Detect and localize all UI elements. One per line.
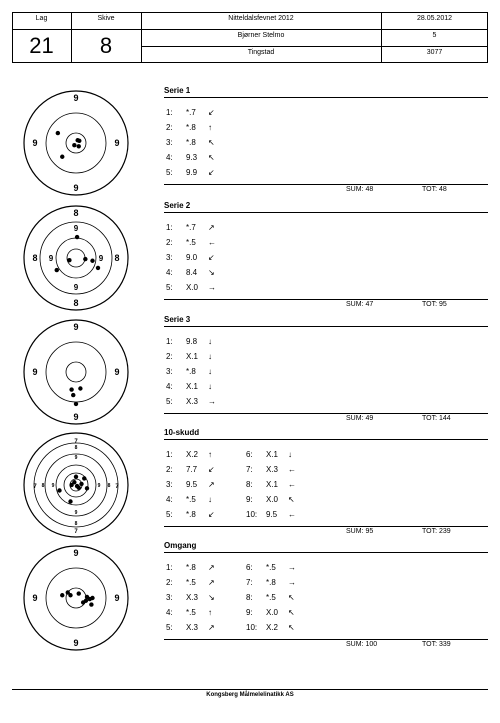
shot-row bbox=[246, 449, 302, 461]
shot-hole bbox=[57, 488, 61, 492]
shot-hole bbox=[74, 402, 78, 406]
shot-hole bbox=[68, 499, 72, 503]
shot-row bbox=[166, 137, 222, 149]
shot-hole bbox=[77, 486, 81, 490]
shot-direction-icon: → bbox=[288, 563, 296, 572]
shot-hole bbox=[77, 591, 81, 595]
shot-number: 5: bbox=[166, 623, 173, 632]
shot-number: 2: bbox=[166, 578, 173, 587]
shot-direction-icon: → bbox=[288, 578, 296, 587]
shot-row bbox=[166, 282, 222, 294]
shot-number: 6: bbox=[246, 450, 253, 459]
shot-value: 9.8 bbox=[186, 337, 198, 346]
shot-direction-icon: ↙ bbox=[208, 465, 215, 474]
footer-text: Kongsberg Målmelelinatikk AS bbox=[206, 692, 294, 698]
shot-direction-icon: ↖ bbox=[288, 495, 295, 504]
shot-direction-icon: ↖ bbox=[288, 623, 295, 632]
shot-hole bbox=[90, 259, 94, 263]
shot-value: 8.4 bbox=[186, 268, 198, 277]
series-title: 10-skudd bbox=[164, 428, 200, 437]
shot-direction-icon: ↙ bbox=[208, 253, 215, 262]
target-3 bbox=[21, 317, 131, 427]
shot-row bbox=[166, 396, 222, 408]
series-divider bbox=[164, 639, 488, 640]
shot-number: 5: bbox=[166, 283, 173, 292]
divider bbox=[12, 29, 141, 30]
target-ring-label: 7 bbox=[74, 529, 78, 535]
shot-row bbox=[246, 577, 302, 589]
shot-value: *.8 bbox=[186, 510, 196, 519]
shot-row bbox=[166, 479, 222, 491]
target-ring bbox=[24, 320, 128, 424]
shot-direction-icon: ↑ bbox=[208, 123, 212, 132]
target-ring-label: 9 bbox=[73, 224, 79, 233]
target-ring-label: 8 bbox=[114, 253, 120, 263]
shot-number: 3: bbox=[166, 480, 173, 489]
shot-number: 5: bbox=[166, 397, 173, 406]
shot-value: *.5 bbox=[186, 608, 196, 617]
shot-row bbox=[166, 449, 222, 461]
divider bbox=[141, 46, 488, 47]
shot-value: 9.9 bbox=[186, 168, 198, 177]
shot-direction-icon: ↙ bbox=[208, 108, 215, 117]
target-ring-label: 9 bbox=[51, 483, 55, 489]
shot-row bbox=[246, 494, 302, 506]
shot-value: *.5 bbox=[186, 495, 196, 504]
target-ring bbox=[66, 133, 86, 153]
shot-value: X.2 bbox=[186, 450, 199, 459]
shot-row bbox=[246, 622, 302, 634]
shot-value: *.5 bbox=[186, 578, 196, 587]
shot-direction-icon: ↗ bbox=[208, 578, 215, 587]
divider bbox=[141, 29, 488, 30]
shot-value: X.1 bbox=[266, 450, 279, 459]
shot-row bbox=[166, 252, 222, 264]
target-ring-label: 9 bbox=[114, 593, 120, 603]
target-ring-label: 7 bbox=[33, 484, 37, 490]
shot-row bbox=[166, 351, 222, 363]
shot-number: 4: bbox=[166, 608, 173, 617]
series-title: Serie 2 bbox=[164, 201, 191, 210]
series-title: Omgang bbox=[164, 541, 197, 550]
series-sum: SUM: 47 bbox=[346, 301, 374, 308]
shot-direction-icon: → bbox=[208, 283, 216, 292]
shot-hole bbox=[71, 393, 75, 397]
shot-hole bbox=[83, 257, 87, 261]
shot-direction-icon: ↑ bbox=[208, 450, 212, 459]
lag-value: 21 bbox=[29, 33, 54, 58]
series-underline bbox=[164, 552, 488, 553]
shot-row bbox=[166, 366, 222, 378]
shot-value: X.1 bbox=[266, 480, 279, 489]
target-ring-label: 8 bbox=[74, 445, 78, 451]
shot-row bbox=[166, 152, 222, 164]
shot-value: X.3 bbox=[186, 593, 199, 602]
series-sum: SUM: 48 bbox=[346, 186, 374, 193]
shot-number: 4: bbox=[166, 268, 173, 277]
target-ring-label: 9 bbox=[32, 593, 38, 603]
shot-number: 2: bbox=[166, 465, 173, 474]
shot-row bbox=[246, 607, 302, 619]
shot-row bbox=[166, 336, 222, 348]
shot-row bbox=[166, 509, 222, 521]
target-ring-label: 9 bbox=[73, 283, 79, 292]
target-4 bbox=[21, 430, 131, 540]
shot-hole bbox=[68, 593, 72, 597]
shot-number: 9: bbox=[246, 608, 253, 617]
shot-value: X.0 bbox=[266, 608, 279, 617]
shot-number: 1: bbox=[166, 563, 173, 572]
shot-number: 5: bbox=[166, 510, 173, 519]
shot-hole bbox=[67, 258, 71, 262]
shot-row bbox=[166, 562, 222, 574]
target-ring-label: 8 bbox=[73, 298, 79, 308]
shot-value: X.1 bbox=[186, 382, 199, 391]
shot-hole bbox=[60, 155, 64, 159]
series-divider bbox=[164, 184, 488, 185]
target-ring-label: 9 bbox=[32, 138, 38, 148]
shot-number: 6: bbox=[246, 563, 253, 572]
shot-number: 2: bbox=[166, 352, 173, 361]
shot-value: 9.5 bbox=[186, 480, 198, 489]
shot-hole bbox=[74, 475, 78, 479]
shot-number: 10: bbox=[246, 623, 258, 632]
shot-direction-icon: ↓ bbox=[208, 367, 212, 376]
target-ring-label: 9 bbox=[114, 138, 120, 148]
event-date: 28.05.2012 bbox=[416, 15, 453, 22]
shot-number: 4: bbox=[166, 153, 173, 162]
shot-direction-icon: ↙ bbox=[208, 510, 215, 519]
shot-row bbox=[246, 464, 302, 476]
target-1 bbox=[21, 88, 131, 198]
shot-row bbox=[166, 622, 222, 634]
shot-hole bbox=[72, 143, 76, 147]
shot-direction-icon: ↘ bbox=[208, 593, 215, 602]
target-ring-label: 8 bbox=[73, 208, 79, 218]
shot-number: 1: bbox=[166, 450, 173, 459]
target-ring-label: 9 bbox=[97, 483, 101, 489]
shot-row bbox=[166, 494, 222, 506]
shot-direction-icon: ↑ bbox=[208, 608, 212, 617]
target-ring bbox=[46, 342, 106, 402]
target-ring-label: 8 bbox=[41, 483, 45, 489]
shot-row bbox=[166, 577, 222, 589]
shot-direction-icon: ↓ bbox=[208, 382, 212, 391]
shot-hole bbox=[81, 600, 85, 604]
shot-value: X.2 bbox=[266, 623, 279, 632]
shot-direction-icon: ← bbox=[288, 510, 296, 519]
shot-direction-icon: ↓ bbox=[208, 352, 212, 361]
shot-value: *.8 bbox=[186, 563, 196, 572]
shot-value: *.5 bbox=[266, 563, 276, 572]
shot-row bbox=[166, 122, 222, 134]
shot-hole bbox=[96, 266, 100, 270]
shot-hole bbox=[89, 602, 93, 606]
shot-hole bbox=[77, 144, 81, 148]
target-ring-label: 9 bbox=[73, 93, 79, 103]
shot-value: *.8 bbox=[186, 367, 196, 376]
target-ring-label: 9 bbox=[73, 322, 79, 332]
shot-direction-icon: ↙ bbox=[208, 168, 215, 177]
shot-hole bbox=[77, 139, 81, 143]
target-ring-label: 9 bbox=[114, 367, 120, 377]
shot-value: 9.3 bbox=[186, 153, 198, 162]
shot-value: 9.5 bbox=[266, 510, 278, 519]
series-underline bbox=[164, 326, 488, 327]
shot-number: 1: bbox=[166, 223, 173, 232]
shot-number: 5: bbox=[166, 168, 173, 177]
target-ring-label: 9 bbox=[48, 254, 54, 263]
shot-number: 3: bbox=[166, 593, 173, 602]
shot-hole bbox=[79, 482, 83, 486]
shot-value: *.7 bbox=[186, 108, 196, 117]
shooter-class: 5 bbox=[432, 32, 437, 39]
shot-hole bbox=[90, 596, 94, 600]
shot-hole bbox=[75, 235, 79, 239]
shot-number: 7: bbox=[246, 465, 253, 474]
series-title: Serie 1 bbox=[164, 86, 191, 95]
shot-row bbox=[166, 464, 222, 476]
series-title: Serie 3 bbox=[164, 315, 191, 324]
shot-row bbox=[166, 607, 222, 619]
shot-direction-icon: ↗ bbox=[208, 623, 215, 632]
series-divider bbox=[164, 526, 488, 527]
target-ring bbox=[67, 249, 85, 267]
shot-number: 2: bbox=[166, 123, 173, 132]
target-ring-label: 9 bbox=[32, 367, 38, 377]
shot-row bbox=[166, 237, 222, 249]
shooter-id: 3077 bbox=[426, 49, 443, 56]
shot-number: 4: bbox=[166, 495, 173, 504]
series-divider bbox=[164, 299, 488, 300]
target-ring-label: 7 bbox=[115, 484, 119, 490]
shot-row bbox=[166, 222, 222, 234]
shot-row bbox=[246, 479, 302, 491]
target-ring-label: 9 bbox=[73, 548, 79, 558]
shot-value: 9.0 bbox=[186, 253, 198, 262]
shot-row bbox=[166, 107, 222, 119]
shot-number: 4: bbox=[166, 382, 173, 391]
shot-row bbox=[246, 509, 302, 521]
series-sum: SUM: 100 bbox=[346, 641, 378, 648]
target-ring-label: 8 bbox=[107, 483, 111, 489]
shot-number: 8: bbox=[246, 480, 253, 489]
target-ring bbox=[46, 113, 106, 173]
shot-direction-icon: ↗ bbox=[208, 563, 215, 572]
target-ring-label: 8 bbox=[74, 521, 78, 527]
series-total: TOT: 144 bbox=[422, 415, 451, 422]
shot-direction-icon: ↘ bbox=[208, 268, 215, 277]
shot-value: *.7 bbox=[186, 223, 196, 232]
shot-direction-icon: ↓ bbox=[208, 337, 212, 346]
shot-row bbox=[166, 267, 222, 279]
target-ring-label: 9 bbox=[73, 412, 79, 422]
shot-direction-icon: ← bbox=[288, 480, 296, 489]
target-ring-label: 7 bbox=[74, 439, 78, 445]
series-underline bbox=[164, 97, 488, 98]
shot-number: 3: bbox=[166, 253, 173, 262]
target-ring-label: 9 bbox=[98, 254, 104, 263]
shot-hole bbox=[56, 131, 60, 135]
shot-value: X.3 bbox=[266, 465, 279, 474]
shot-number: 2: bbox=[166, 238, 173, 247]
series-total: TOT: 48 bbox=[422, 186, 447, 193]
target-ring-label: 8 bbox=[32, 253, 38, 263]
shot-row bbox=[166, 592, 222, 604]
series-sum: SUM: 95 bbox=[346, 528, 374, 535]
skive-label: Skive bbox=[97, 15, 115, 22]
target-ring-label: 9 bbox=[74, 455, 78, 461]
shot-row bbox=[246, 562, 302, 574]
shot-value: *.8 bbox=[266, 578, 276, 587]
shot-direction-icon: ↖ bbox=[208, 138, 215, 147]
target-ring-label: 9 bbox=[73, 183, 79, 193]
shot-value: *.8 bbox=[186, 123, 196, 132]
shot-hole bbox=[69, 387, 73, 391]
shooter-name: Bjørner Stelmo bbox=[237, 32, 285, 39]
shot-number: 3: bbox=[166, 367, 173, 376]
series-total: TOT: 339 bbox=[422, 641, 451, 648]
shot-hole bbox=[60, 593, 64, 597]
shot-value: X.1 bbox=[186, 352, 199, 361]
shot-value: X.0 bbox=[266, 495, 279, 504]
shot-hole bbox=[55, 268, 59, 272]
shot-direction-icon: ↓ bbox=[208, 495, 212, 504]
shot-number: 1: bbox=[166, 337, 173, 346]
shot-number: 9: bbox=[246, 495, 253, 504]
shot-row bbox=[246, 592, 302, 604]
target-ring bbox=[24, 546, 128, 650]
skive-value: 8 bbox=[99, 33, 113, 58]
footer-divider bbox=[12, 689, 488, 690]
shot-direction-icon: ↗ bbox=[208, 223, 215, 232]
series-sum: SUM: 49 bbox=[346, 415, 374, 422]
shot-number: 8: bbox=[246, 593, 253, 602]
target-ring bbox=[46, 568, 106, 628]
target-2 bbox=[21, 203, 131, 313]
shot-number: 7: bbox=[246, 578, 253, 587]
shot-number: 3: bbox=[166, 138, 173, 147]
target-ring bbox=[66, 362, 86, 382]
shot-direction-icon: ↖ bbox=[288, 608, 295, 617]
shot-hole bbox=[82, 476, 86, 480]
shot-hole bbox=[69, 483, 73, 487]
target-ring bbox=[24, 91, 128, 195]
shot-direction-icon: ↖ bbox=[288, 593, 295, 602]
club-name: Tingstad bbox=[247, 49, 275, 56]
target-5 bbox=[21, 543, 131, 653]
shot-number: 1: bbox=[166, 108, 173, 117]
shot-value: X.3 bbox=[186, 623, 199, 632]
shot-hole bbox=[85, 486, 89, 490]
shot-direction-icon: ← bbox=[288, 465, 296, 474]
shot-direction-icon: ↖ bbox=[208, 153, 215, 162]
target-ring-label: 9 bbox=[73, 638, 79, 648]
shot-hole bbox=[78, 386, 82, 390]
series-underline bbox=[164, 212, 488, 213]
series-underline bbox=[164, 439, 488, 440]
series-total: TOT: 239 bbox=[422, 528, 451, 535]
shot-direction-icon: → bbox=[208, 397, 216, 406]
shot-value: X.3 bbox=[186, 397, 199, 406]
shot-value: *.5 bbox=[266, 593, 276, 602]
target-ring-label: 9 bbox=[74, 510, 78, 516]
shot-direction-icon: ← bbox=[208, 238, 216, 247]
lag-label: Lag bbox=[35, 15, 48, 22]
shot-value: 7.7 bbox=[186, 465, 198, 474]
shot-row bbox=[166, 167, 222, 179]
shot-value: X.0 bbox=[186, 283, 199, 292]
shot-number: 10: bbox=[246, 510, 258, 519]
series-total: TOT: 95 bbox=[422, 301, 447, 308]
shot-row bbox=[166, 381, 222, 393]
shot-direction-icon: ↗ bbox=[208, 480, 215, 489]
event-name: Nitteldalsfevnet 2012 bbox=[228, 15, 294, 22]
series-divider bbox=[164, 413, 488, 414]
shot-value: *.8 bbox=[186, 138, 196, 147]
shot-value: *.5 bbox=[186, 238, 196, 247]
target-ring bbox=[56, 238, 96, 278]
shot-direction-icon: ↓ bbox=[288, 450, 292, 459]
